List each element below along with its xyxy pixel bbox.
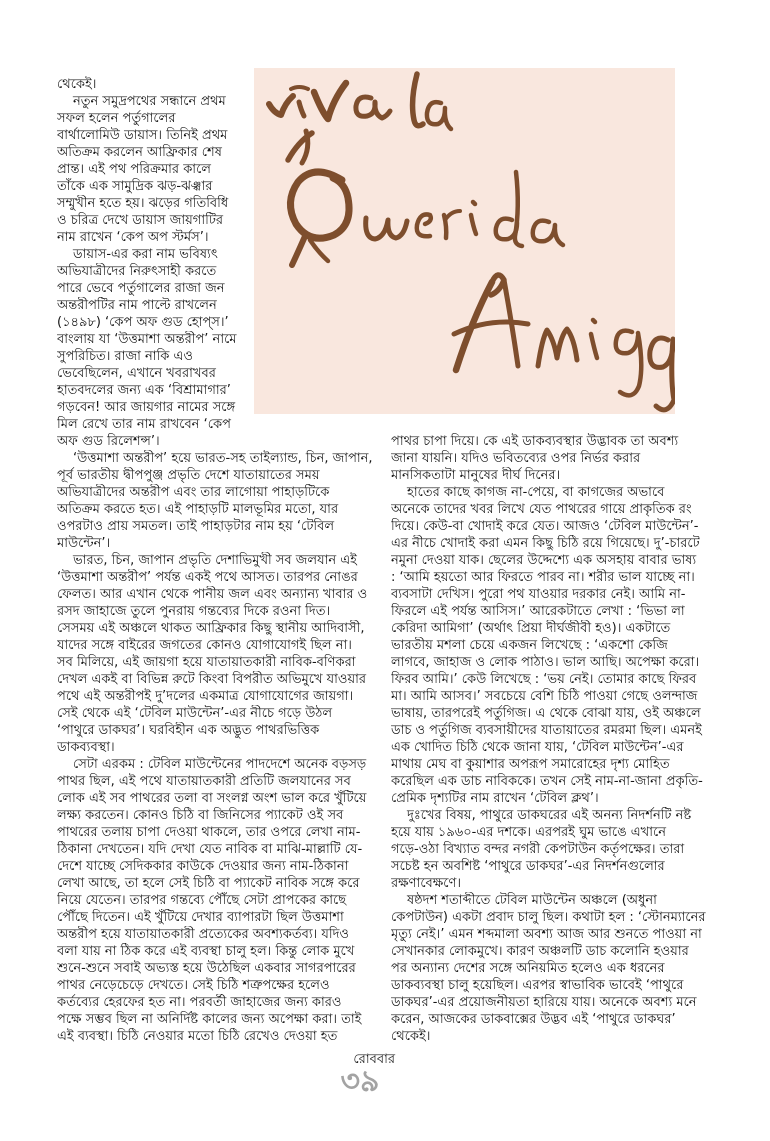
text-line: পাথর ছিল, এই পথে যাতায়াতকারী প্রতিটি জলযানের সব bbox=[57, 774, 351, 789]
text-line: হয়ে যায় ১৯৬০-এর দশকে। এরপরই ঘুম ভাঙে এখানে bbox=[391, 825, 666, 840]
text-line: নমুনা দেওয়া যাক। ছেলের উদ্দেশ্যে এক অসহায় বাবার ভাষ্য bbox=[391, 553, 697, 568]
text-line: অন্তরীপ হয়ে যাতায়াতকারী প্রত্যেকের অবশ্যকর্তব্য। যদিও bbox=[57, 927, 349, 942]
text-line: ব্যবসাটা দেখিস। পুরো পথ যাওয়ার দরকার নেই। আমি না- bbox=[391, 587, 686, 602]
text-line: প্রান্ত। এই পথ পরিক্রমার কালে bbox=[57, 162, 211, 177]
text-line: নতুন সমুদ্রপথের সন্ধানে প্রথম bbox=[73, 94, 226, 109]
text-line: গড়বেন! আর জায়গার নামের সঙ্গে bbox=[57, 400, 236, 415]
text-line: মা। আমি আসব।’ সবচেয়ে বেশি চিঠি পাওয়া গেছে ওলন্দাজ bbox=[391, 689, 698, 704]
text-line: হাতবদলের জন্য এক ‘বিশ্রামাগার’ bbox=[57, 383, 231, 398]
text-line: মাউন্টেন’। bbox=[57, 536, 111, 551]
text-line: নাম রাখেন ‘কেপ অপ স্টর্মস’। bbox=[57, 230, 209, 245]
text-line: এর নীচে খোদাই করা এমন কিছু চিঠি রয়ে গিয়েছে। দু’-চারটে bbox=[391, 536, 700, 551]
text-line: ডায়াস-এর করা নাম ভবিষ্যৎ bbox=[73, 247, 218, 262]
text-line: পারে ভেবে পর্তুগালের রাজা জন bbox=[57, 281, 225, 296]
paragraph bbox=[57, 246, 258, 450]
paragraph bbox=[391, 807, 716, 892]
text-line: লোক এই সব পাথরের তলা বা সংলগ্ন অংশ ভাল করে খুঁটিয়ে bbox=[57, 791, 367, 806]
text-line: ‘উত্তমাশা অন্তরীপ’ পর্যন্ত একই পথে আসত। তারপর নোঙর bbox=[57, 570, 358, 585]
text-line: ফিরলে এই পর্যন্ত আসিস।’ আরেকটাতে লেখা : ‘ভিভা লা bbox=[391, 604, 685, 619]
text-line: লেখা আছে, তা হলে সেই চিঠি বা প্যাকেট নাবিক সঙ্গে করে bbox=[57, 876, 360, 891]
text-line: বলা যায় না ঠিক করে এই ব্যবস্থা চালু হল। কিন্তু লোক মুখে bbox=[57, 944, 355, 959]
text-line: পাথরের তলায় চাপা দেওয়া থাকলে, তার ওপরে লেখা নাম- bbox=[57, 825, 361, 840]
text-line: ওপরটাও প্রায় সমতল। তাই পাহাড়টার নাম হয় ‘টেবিল bbox=[57, 519, 335, 534]
text-line: দেখল একই বা বিভিন্ন রুটে কিংবা বিপরীত অভিমুখে যাওয়ার bbox=[57, 672, 367, 687]
text-line: ‘উত্তমাশা অন্তরীপ’ হয়ে ভারত-সহ তাইল্যান্ড, চিন, জাপান, bbox=[73, 451, 373, 466]
text-line: ভাষায়, তারপরেই পর্তুগিজ। এ থেকে বোঝা যায়, ওই অঞ্চলে bbox=[391, 706, 701, 721]
text-line: অনেকে তাদের খবর লিখে যেত পাথরের গায়ে প্রাকৃতিক রং bbox=[391, 502, 692, 517]
text-line: এই ব্যবস্থা। চিঠি নেওয়ার মতো চিঠি রেখেও দেওয়া হত bbox=[57, 1029, 338, 1044]
text-line: রসদ জাহাজে তুলে পুনরায় গন্তব্যের দিকে রওনা দিত। bbox=[57, 604, 331, 619]
text-line: সেখানকার লোকমুখে। কারণ অঞ্চলটি ডাচ কলোনি হওয়ার bbox=[391, 944, 689, 959]
text-line: যাদের সঙ্গে বাইরের জগতের কোনও যোগাযোগই ছিল না। bbox=[57, 638, 352, 653]
text-line: মাথায় মেঘ বা কুয়াশার অপরূপ সমারোহের দৃশ্য মোহিত bbox=[391, 757, 670, 772]
paragraph bbox=[391, 433, 716, 484]
text-line: মানসিকতাটা মানুষের দীর্ঘ দিনের। bbox=[391, 468, 561, 483]
text-line: গড়ে-ওঠা বিখ্যাত বন্দর নগরী কেপটাউন কর্তৃপক্ষের। তারা bbox=[391, 842, 685, 857]
text-line: ডাচ ও পর্তুগিজ ব্যবসায়ীদের যাতায়াতের রমরমা ছিল। এমনই bbox=[391, 723, 702, 738]
text-line: লাগবে, জাহাজ ও লোক পাঠাও। ভাল আছি। অপেক্ষা করো। bbox=[391, 655, 700, 670]
text-line: অভিযাত্রীদের নিরুৎসাহী করতে bbox=[57, 264, 217, 279]
paragraph bbox=[57, 756, 391, 1045]
text-line: সফল হলেন পর্তুগালের bbox=[57, 111, 176, 126]
rock-handwriting-image bbox=[254, 68, 675, 414]
text-line: পৌঁছে দিতেন। এই খুঁটিয়ে দেখার ব্যাপারটা ছিল উত্তমাশা bbox=[57, 910, 344, 925]
text-line: মিল রেখে তার নাম রাখবেন ‘কেপ bbox=[57, 417, 231, 432]
text-line: ও চরিত্র দেখে ডায়াস জায়গাটির bbox=[57, 213, 224, 228]
paragraph bbox=[57, 552, 391, 756]
text-line: সব মিলিয়ে, এই জায়গা হয়ে যাতায়াতকারী নাবিক-বণিকরা bbox=[57, 655, 356, 670]
text-line: সচেষ্ট হন অবশিষ্ট ‘পাথুরে ডাকঘর’-এর নিদর্শনগুলোর bbox=[391, 859, 665, 874]
text-line: ডাকব্যবস্থা। bbox=[57, 740, 115, 755]
text-line: ‘পাথুরে ডাকঘর’। ঘরবিহীন এক অদ্ভুত পাথরভিত্তিক bbox=[57, 723, 320, 738]
handwriting-viva-la-querida-amiga bbox=[254, 68, 675, 414]
text-line: পাথর নেড়েচেড়ে দেখতে। সেই চিঠি শত্রুপক্ষের হলেও bbox=[57, 978, 330, 993]
text-line: ষষ্ঠদশ শতাব্দীতে টেবিল মাউন্টেন অঞ্চলে (অধুনা bbox=[407, 893, 657, 908]
text-line: তাঁকে এক সামুদ্রিক ঝড়-ঝঞ্ঝার bbox=[57, 179, 213, 194]
text-line: সম্মুখীন হতে হয়। ঝড়ের গতিবিধি bbox=[57, 196, 229, 211]
text-line: অফ গুড রিলেশন্স’। bbox=[57, 434, 160, 449]
text-line: পথে এই অন্তরীপই দু’দলের একমাত্র যোগাযোগের জায়গা। bbox=[57, 689, 354, 704]
text-line: মৃত্যু নেই।’ এমন শব্দমালা অবশ্য আজ আর শুনতে পাওয়া না bbox=[391, 927, 702, 942]
right-column bbox=[391, 433, 716, 1045]
paragraph bbox=[57, 76, 258, 93]
text-line: অতিক্রম করলেন আফ্রিকার শেষ bbox=[57, 145, 222, 160]
text-line: দেশে যাচ্ছে সেদিককার কাউকে দেওয়ার জন্য নাম-ঠিকানা bbox=[57, 859, 349, 874]
text-line: করেন, আজকের ডাকবাক্সের উদ্ভব এই ‘পাথুরে ডাকঘর’ bbox=[391, 1012, 676, 1027]
text-line: ফিরব আমি।’ কেউ লিখেছে : ‘ভয় নেই। তোমার কাছে ফিরব bbox=[391, 672, 697, 687]
text-line: পূর্ব ভারতীয় দ্বীপপুঞ্জ প্রভৃতি দেশে যাতায়াতের সময় bbox=[57, 468, 320, 483]
text-line: অন্তরীপটির নাম পাল্টে রাখলেন bbox=[57, 298, 217, 313]
text-line: বাংলায় যা ‘উত্তমাশা অন্তরীপ’ নামে bbox=[57, 332, 237, 347]
left-column-top bbox=[57, 76, 258, 450]
text-line: থেকেই। bbox=[391, 1029, 431, 1044]
text-line: লক্ষ্য করতেন। কোনও চিঠি বা জিনিসের প্যাকেট ওই সব bbox=[57, 808, 344, 823]
text-line: সেটা এরকম : টেবিল মাউন্টেনের পাদদেশে অনেক বড়সড় bbox=[73, 757, 367, 772]
text-line: রক্ষণাবেক্ষণে। bbox=[391, 876, 462, 891]
text-line: সেসময় এই অঞ্চলে থাকত আফ্রিকার কিছু স্থানীয় আদিবাসী, bbox=[57, 621, 365, 636]
text-line: পর অন্যান্য দেশের সঙ্গে অনিয়মিত হলেও এক ধরনের bbox=[391, 961, 665, 976]
paragraph bbox=[391, 484, 716, 807]
text-line: করেছিল এক ডাচ নাবিককে। তখন সেই নাম-না-জানা প্রকৃতি- bbox=[391, 774, 703, 789]
paragraph bbox=[391, 892, 716, 1045]
text-line: ফেলত। আর এখান থেকে পানীয় জল এবং অন্যান্য খাবার ও bbox=[57, 587, 368, 602]
text-line: হাতের কাছে কাগজ না-পেয়ে, বা কাগজের অভাবে bbox=[407, 485, 665, 500]
text-line: পাথর চাপা দিয়ে। কে এই ডাকব্যবস্থার উদ্ভাবক তা অবশ্য bbox=[391, 434, 679, 449]
text-line: অতিক্রম করতে হত। এই পাহাড়টি মালভূমির মতো, যার bbox=[57, 502, 339, 517]
paragraph bbox=[57, 450, 391, 552]
text-line: বার্থালোমিউ ডায়াস। তিনিই প্রথম bbox=[57, 128, 228, 143]
text-line: সুপরিচিত। রাজা নাকি এও bbox=[57, 349, 193, 364]
text-line: প্রেমিক দৃশ্যটির নাম রাখেন ‘টেবিল ক্লথ’। bbox=[391, 791, 599, 806]
page-number: ৩৯ bbox=[340, 1064, 380, 1099]
text-line: কর্তব্যের হেরফের হত না। পরবর্তী জাহাজের জন্য কারও bbox=[57, 995, 342, 1010]
text-line: নিয়ে যেতেন। তারপর গন্তব্যে পৌঁছে সেটা প্রাপকের কাছে bbox=[57, 893, 347, 908]
text-line: ভারত, চিন, জাপান প্রভৃতি দেশাভিমুখী সব জলযান এই bbox=[73, 553, 357, 568]
text-line: অভিযাত্রীদের অন্তরীপ এবং তার লাগোয়া পাহাড়টিকে bbox=[57, 485, 330, 500]
paragraph bbox=[57, 93, 258, 246]
text-line: ডাকব্যবস্থা চালু হয়েছিল। এরপর স্বাভাবিক ভাবেই ‘পাথুরে bbox=[391, 978, 684, 993]
text-line: এক খোদিত চিঠি থেকে জানা যায়, ‘টেবিল মাউন্টেন’-এর bbox=[391, 740, 684, 755]
text-line: দিয়ে। কেউ-বা খোদাই করে যেত। আজও ‘টেবিল মাউন্টেন’- bbox=[391, 519, 699, 534]
text-line: জানা যায়নি। যদিও ভবিতব্যের ওপর নির্ভর করার bbox=[391, 451, 641, 466]
text-line: থেকেই। bbox=[57, 77, 97, 92]
text-line: (১৪৯৮) ‘কেপ অফ গুড হোপ্‌স।’ bbox=[57, 315, 229, 330]
text-line: ভেবেছিলেন, এখানে খবরাখবর bbox=[57, 366, 216, 381]
text-line: : ‘আমি হয়তো আর ফিরতে পারব না। শরীর ভাল যাচ্ছে না। bbox=[391, 570, 695, 585]
text-line: কেপটাউন) একটা প্রবাদ চালু ছিল। কথাটা হল : ‘স্টোনম্যানের bbox=[391, 910, 706, 925]
text-line: দুঃখের বিষয়, পাথুরে ডাকঘরের এই অনন্য নিদর্শনটি নষ্ট bbox=[407, 808, 692, 823]
text-line: ঠিকানা দেখতেন। যদি দেখা যেত নাবিক বা মাঝি-মাল্লাটি যে- bbox=[57, 842, 363, 857]
magazine-name: রোববার bbox=[353, 1052, 395, 1067]
page-footer bbox=[325, 1052, 395, 1097]
left-column-bottom bbox=[57, 450, 391, 1045]
text-line: কেরিদা আমিগা’ (অর্থাৎ প্রিয়া দীর্ঘজীবী হও)। একটাতে bbox=[391, 621, 671, 636]
text-line: ভারতীয় মশলা চেয়ে একজন লিখেছে : ‘একশো কেজি bbox=[391, 638, 668, 653]
text-line: শুনে-শুনে সবাই অভ্যস্ত হয়ে উঠেছিল একবার সাগরপারের bbox=[57, 961, 356, 976]
text-line: ডাকঘর’-এর প্রয়োজনীয়তা হারিয়ে যায়। অনেকে অবশ্য মনে bbox=[391, 995, 697, 1010]
text-line: পক্ষে সম্ভব ছিল না অনির্দিষ্ট কালের জন্য অপেক্ষা করা। তাই bbox=[57, 1012, 362, 1027]
text-line: সেই থেকে এই ‘টেবিল মাউন্টেন’-এর নীচে গড়ে উঠল bbox=[57, 706, 333, 721]
